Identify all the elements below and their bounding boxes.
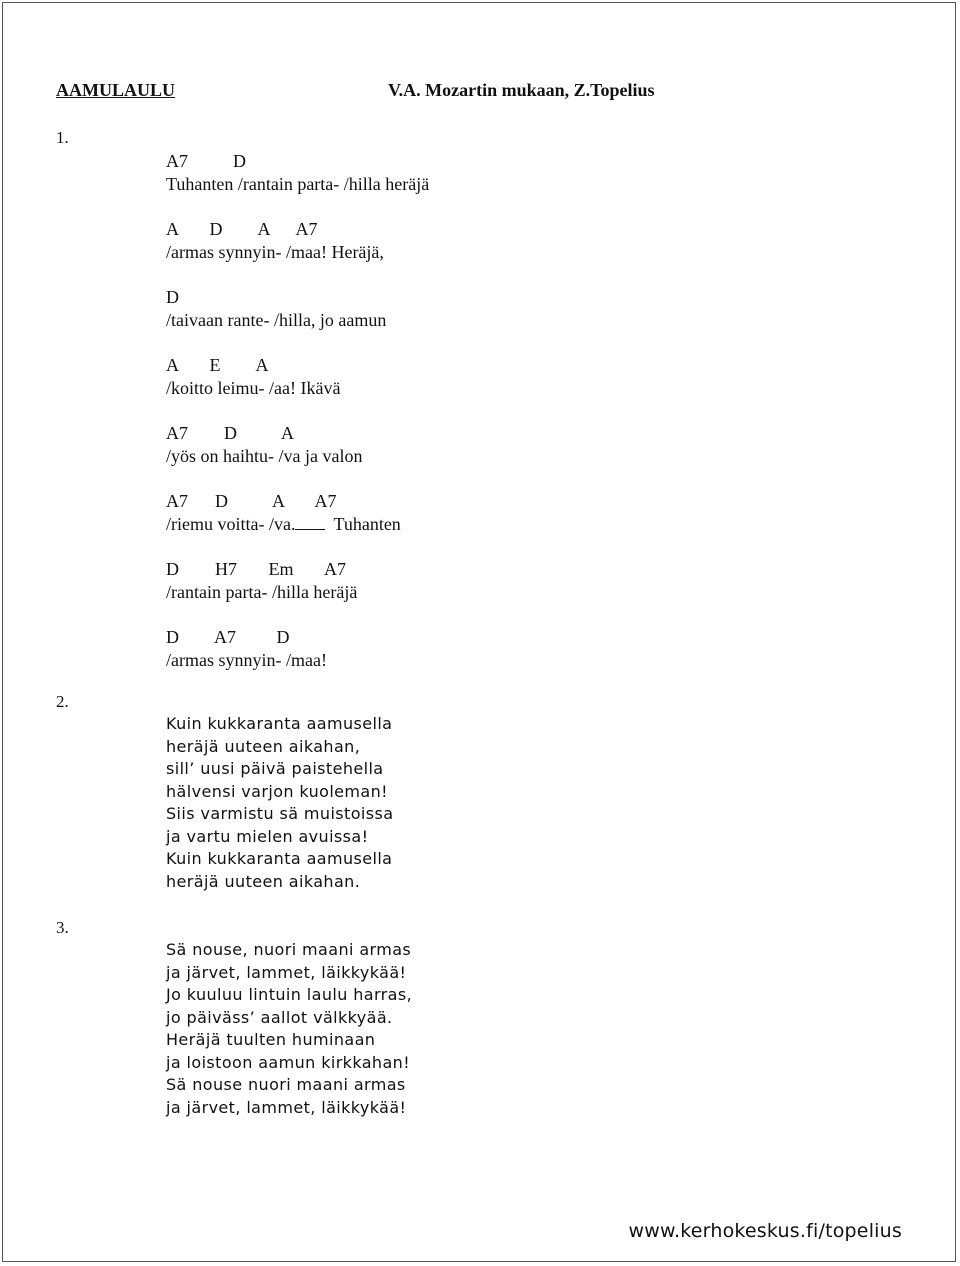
verse-line: Heräjä tuulten huminaan — [166, 1030, 376, 1049]
chord-line-pair — [166, 558, 429, 604]
verse-1 — [166, 150, 429, 694]
lyric-line: /koitto leimu- /aa! Ikävä — [166, 378, 341, 398]
chord-line-pair — [166, 626, 429, 672]
chord-line: D H7 Em A7 — [166, 559, 346, 579]
verse-3 — [166, 939, 412, 1119]
lyric-line: /rantain parta- /hilla heräjä — [166, 582, 358, 602]
verse-line: Kuin kukkaranta aamusella — [166, 714, 393, 733]
verse-line: ja järvet, lammet, läikkykää! — [166, 1097, 407, 1117]
lyric-line: /armas synnyin- /maa! — [166, 650, 327, 670]
footer-url[interactable]: www.kerhokeskus.fi/topelius — [628, 1220, 902, 1242]
chord-line-pair — [166, 354, 429, 400]
verse-number-2: 2. — [56, 692, 69, 711]
lyric-text: /riemu voitta- /va. — [166, 514, 296, 534]
chord-line: A7 D A A7 — [166, 491, 337, 511]
verse-line: Kuin kukkaranta aamusella — [166, 849, 393, 868]
lyric-text-tail: Tuhanten — [333, 514, 401, 534]
chord-line: A7 D — [166, 151, 246, 171]
verse-line: sill’ uusi päivä paistehella — [166, 759, 384, 778]
lyric-line: /armas synnyin- /maa! Heräjä, — [166, 242, 384, 262]
verse-line: ja vartu mielen avuissa! — [166, 826, 369, 846]
verse-line: heräjä uuteen aikahan. — [166, 871, 361, 891]
lyric-line: /yös on haihtu- /va ja valon — [166, 446, 363, 466]
lyric-line — [166, 513, 429, 536]
verse-line: Siis varmistu sä muistoissa — [166, 804, 394, 823]
blank-underline — [295, 515, 325, 530]
verse-line: ja loistoon aamun kirkkahan! — [166, 1052, 411, 1072]
lyric-line: Tuhanten /rantain parta- /hilla heräjä — [166, 174, 430, 194]
chord-line: D — [166, 287, 179, 307]
verse-line: Sä nouse nuori maani armas — [166, 1075, 406, 1094]
verse-line: Sä nouse, nuori maani armas — [166, 940, 412, 959]
chord-line: D A7 D — [166, 627, 290, 647]
chord-line: A E A — [166, 355, 269, 375]
verse-line: jo päiväss’ aallot välkkyää. — [166, 1007, 393, 1027]
verse-line: Jo kuuluu lintuin laulu harras, — [166, 985, 413, 1004]
chord-line-pair — [166, 218, 429, 264]
verse-2 — [166, 713, 393, 893]
verse-number-1: 1. — [56, 128, 69, 147]
chord-line: A7 D A — [166, 423, 295, 443]
song-title: AAMULAULU — [56, 80, 175, 100]
document-page — [2, 2, 956, 1262]
song-author: V.A. Mozartin mukaan, Z.Topelius — [388, 80, 655, 100]
chord-line-pair — [166, 422, 429, 468]
verse-line: hälvensi varjon kuoleman! — [166, 781, 388, 801]
chord-line: A D A A7 — [166, 219, 318, 239]
verse-number-3: 3. — [56, 918, 69, 937]
lyric-line: /taivaan rante- /hilla, jo aamun — [166, 310, 387, 330]
chord-line-pair — [166, 286, 429, 332]
chord-line-pair — [166, 490, 429, 536]
verse-line: heräjä uuteen aikahan, — [166, 736, 361, 756]
chord-line-pair — [166, 150, 429, 196]
verse-line: ja järvet, lammet, läikkykää! — [166, 962, 407, 982]
